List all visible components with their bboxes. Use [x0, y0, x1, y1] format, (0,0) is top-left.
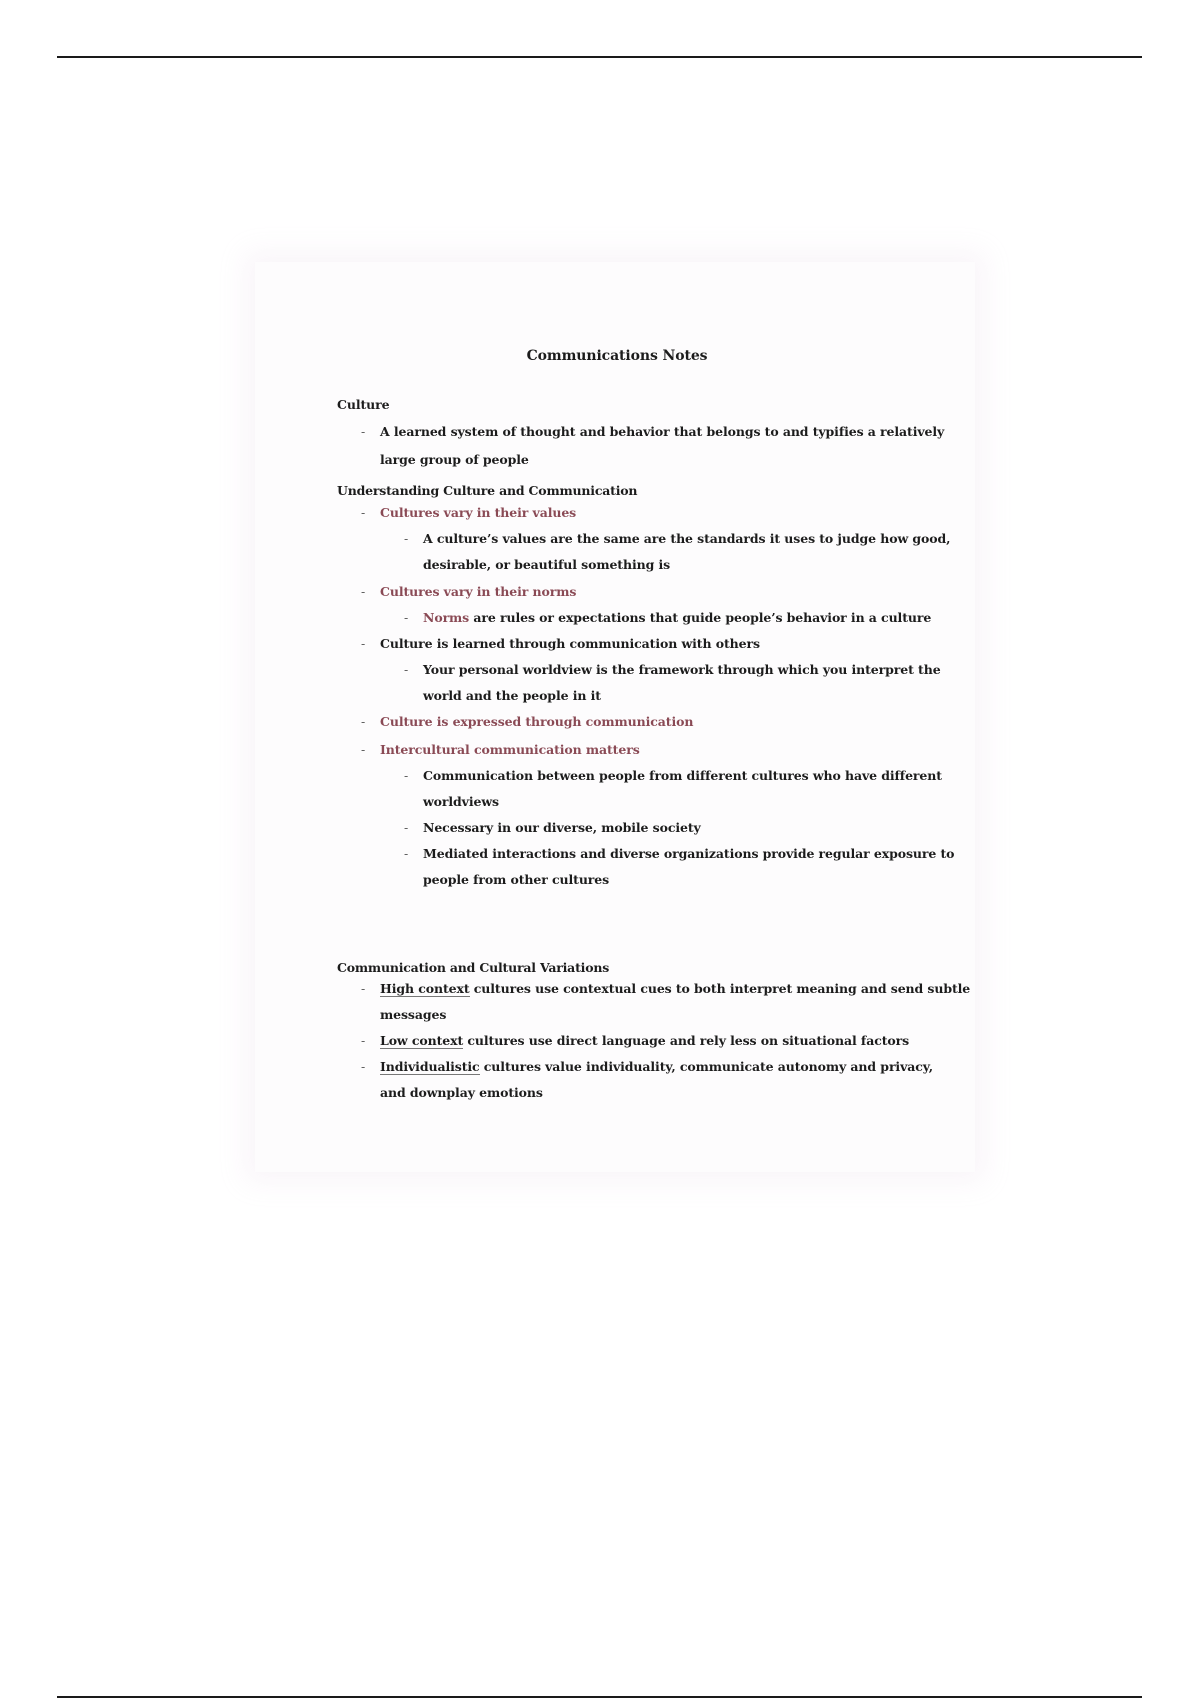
- high-context-term: High context: [380, 981, 470, 996]
- bullet-dash: -: [360, 1033, 366, 1048]
- list-item-continuation: large group of people: [380, 452, 529, 467]
- low-context-text: cultures use direct language and rely less on situational factors: [463, 1033, 910, 1048]
- list-item: [403, 662, 941, 677]
- bullet-dash: -: [360, 505, 366, 520]
- bullet-dash: -: [360, 636, 366, 651]
- bullet-dash: -: [403, 846, 409, 861]
- bullet-dash: -: [360, 1059, 366, 1074]
- list-item: [360, 636, 760, 651]
- list-item-continuation: people from other cultures: [423, 872, 610, 887]
- list-item: [360, 714, 694, 729]
- low-context-term: Low context: [380, 1033, 464, 1048]
- high-context-line1: cultures use contextual cues to both interpret meaning and send subtle: [469, 981, 971, 996]
- list-item: [403, 610, 932, 625]
- list-item: [360, 584, 577, 599]
- expressed-point: Culture is expressed through communication: [380, 714, 694, 729]
- bullet-dash: -: [360, 424, 366, 439]
- list-item-continuation: messages: [380, 1007, 447, 1022]
- list-item: [403, 768, 942, 783]
- intercultural-point: Intercultural communication matters: [380, 742, 640, 757]
- worldview-line1: Your personal worldview is the framework through which you interpret the: [423, 662, 941, 677]
- bullet-dash: -: [403, 610, 409, 625]
- list-item: [403, 846, 955, 861]
- bullet-dash: -: [360, 981, 366, 996]
- bullet-dash: -: [360, 742, 366, 757]
- section-heading-variations: Communication and Cultural Variations: [337, 960, 610, 975]
- bullet-dash: -: [360, 714, 366, 729]
- list-item: [360, 505, 577, 520]
- bullet-dash: -: [403, 662, 409, 677]
- list-item: [403, 820, 701, 835]
- list-item: [360, 981, 971, 996]
- list-item: [360, 742, 640, 757]
- document-title: Communications Notes: [526, 348, 708, 364]
- norms-point: Cultures vary in their norms: [380, 584, 577, 599]
- bullet-dash: -: [360, 584, 366, 599]
- learned-point: Culture is learned through communication with others: [380, 636, 760, 651]
- section-heading-understanding: Understanding Culture and Communication: [337, 483, 638, 498]
- bullet-dash: -: [403, 768, 409, 783]
- list-item-continuation: world and the people in it: [423, 688, 601, 703]
- list-item: [360, 1059, 933, 1074]
- norms-term: Norms: [423, 610, 470, 625]
- bottom-rule: [57, 1696, 1142, 1698]
- list-item-continuation: and downplay emotions: [380, 1085, 543, 1100]
- section-heading-culture: Culture: [337, 397, 390, 412]
- individualistic-term: Individualistic: [380, 1059, 480, 1074]
- list-item: [403, 531, 951, 546]
- list-item: [360, 424, 945, 439]
- values-point: Cultures vary in their values: [380, 505, 577, 520]
- intercultural-detail2: Necessary in our diverse, mobile society: [423, 820, 701, 835]
- culture-definition-line1: A learned system of thought and behavior that belongs to and typifies a relatively: [380, 424, 945, 439]
- list-item: [360, 1033, 910, 1048]
- intercultural-detail3-line1: Mediated interactions and diverse organizations provide regular exposure to: [423, 846, 955, 861]
- bullet-dash: -: [403, 531, 409, 546]
- values-detail-line1: A culture’s values are the same are the standards it uses to judge how good,: [423, 531, 951, 546]
- norms-detail: are rules or expectations that guide people’s behavior in a culture: [469, 610, 932, 625]
- top-rule: [57, 56, 1142, 58]
- bullet-dash: -: [403, 820, 409, 835]
- individualistic-line1: cultures value individuality, communicate autonomy and privacy,: [479, 1059, 933, 1074]
- intercultural-detail1-line1: Communication between people from different cultures who have different: [423, 768, 942, 783]
- list-item-continuation: desirable, or beautiful something is: [423, 557, 671, 572]
- list-item-continuation: worldviews: [423, 794, 499, 809]
